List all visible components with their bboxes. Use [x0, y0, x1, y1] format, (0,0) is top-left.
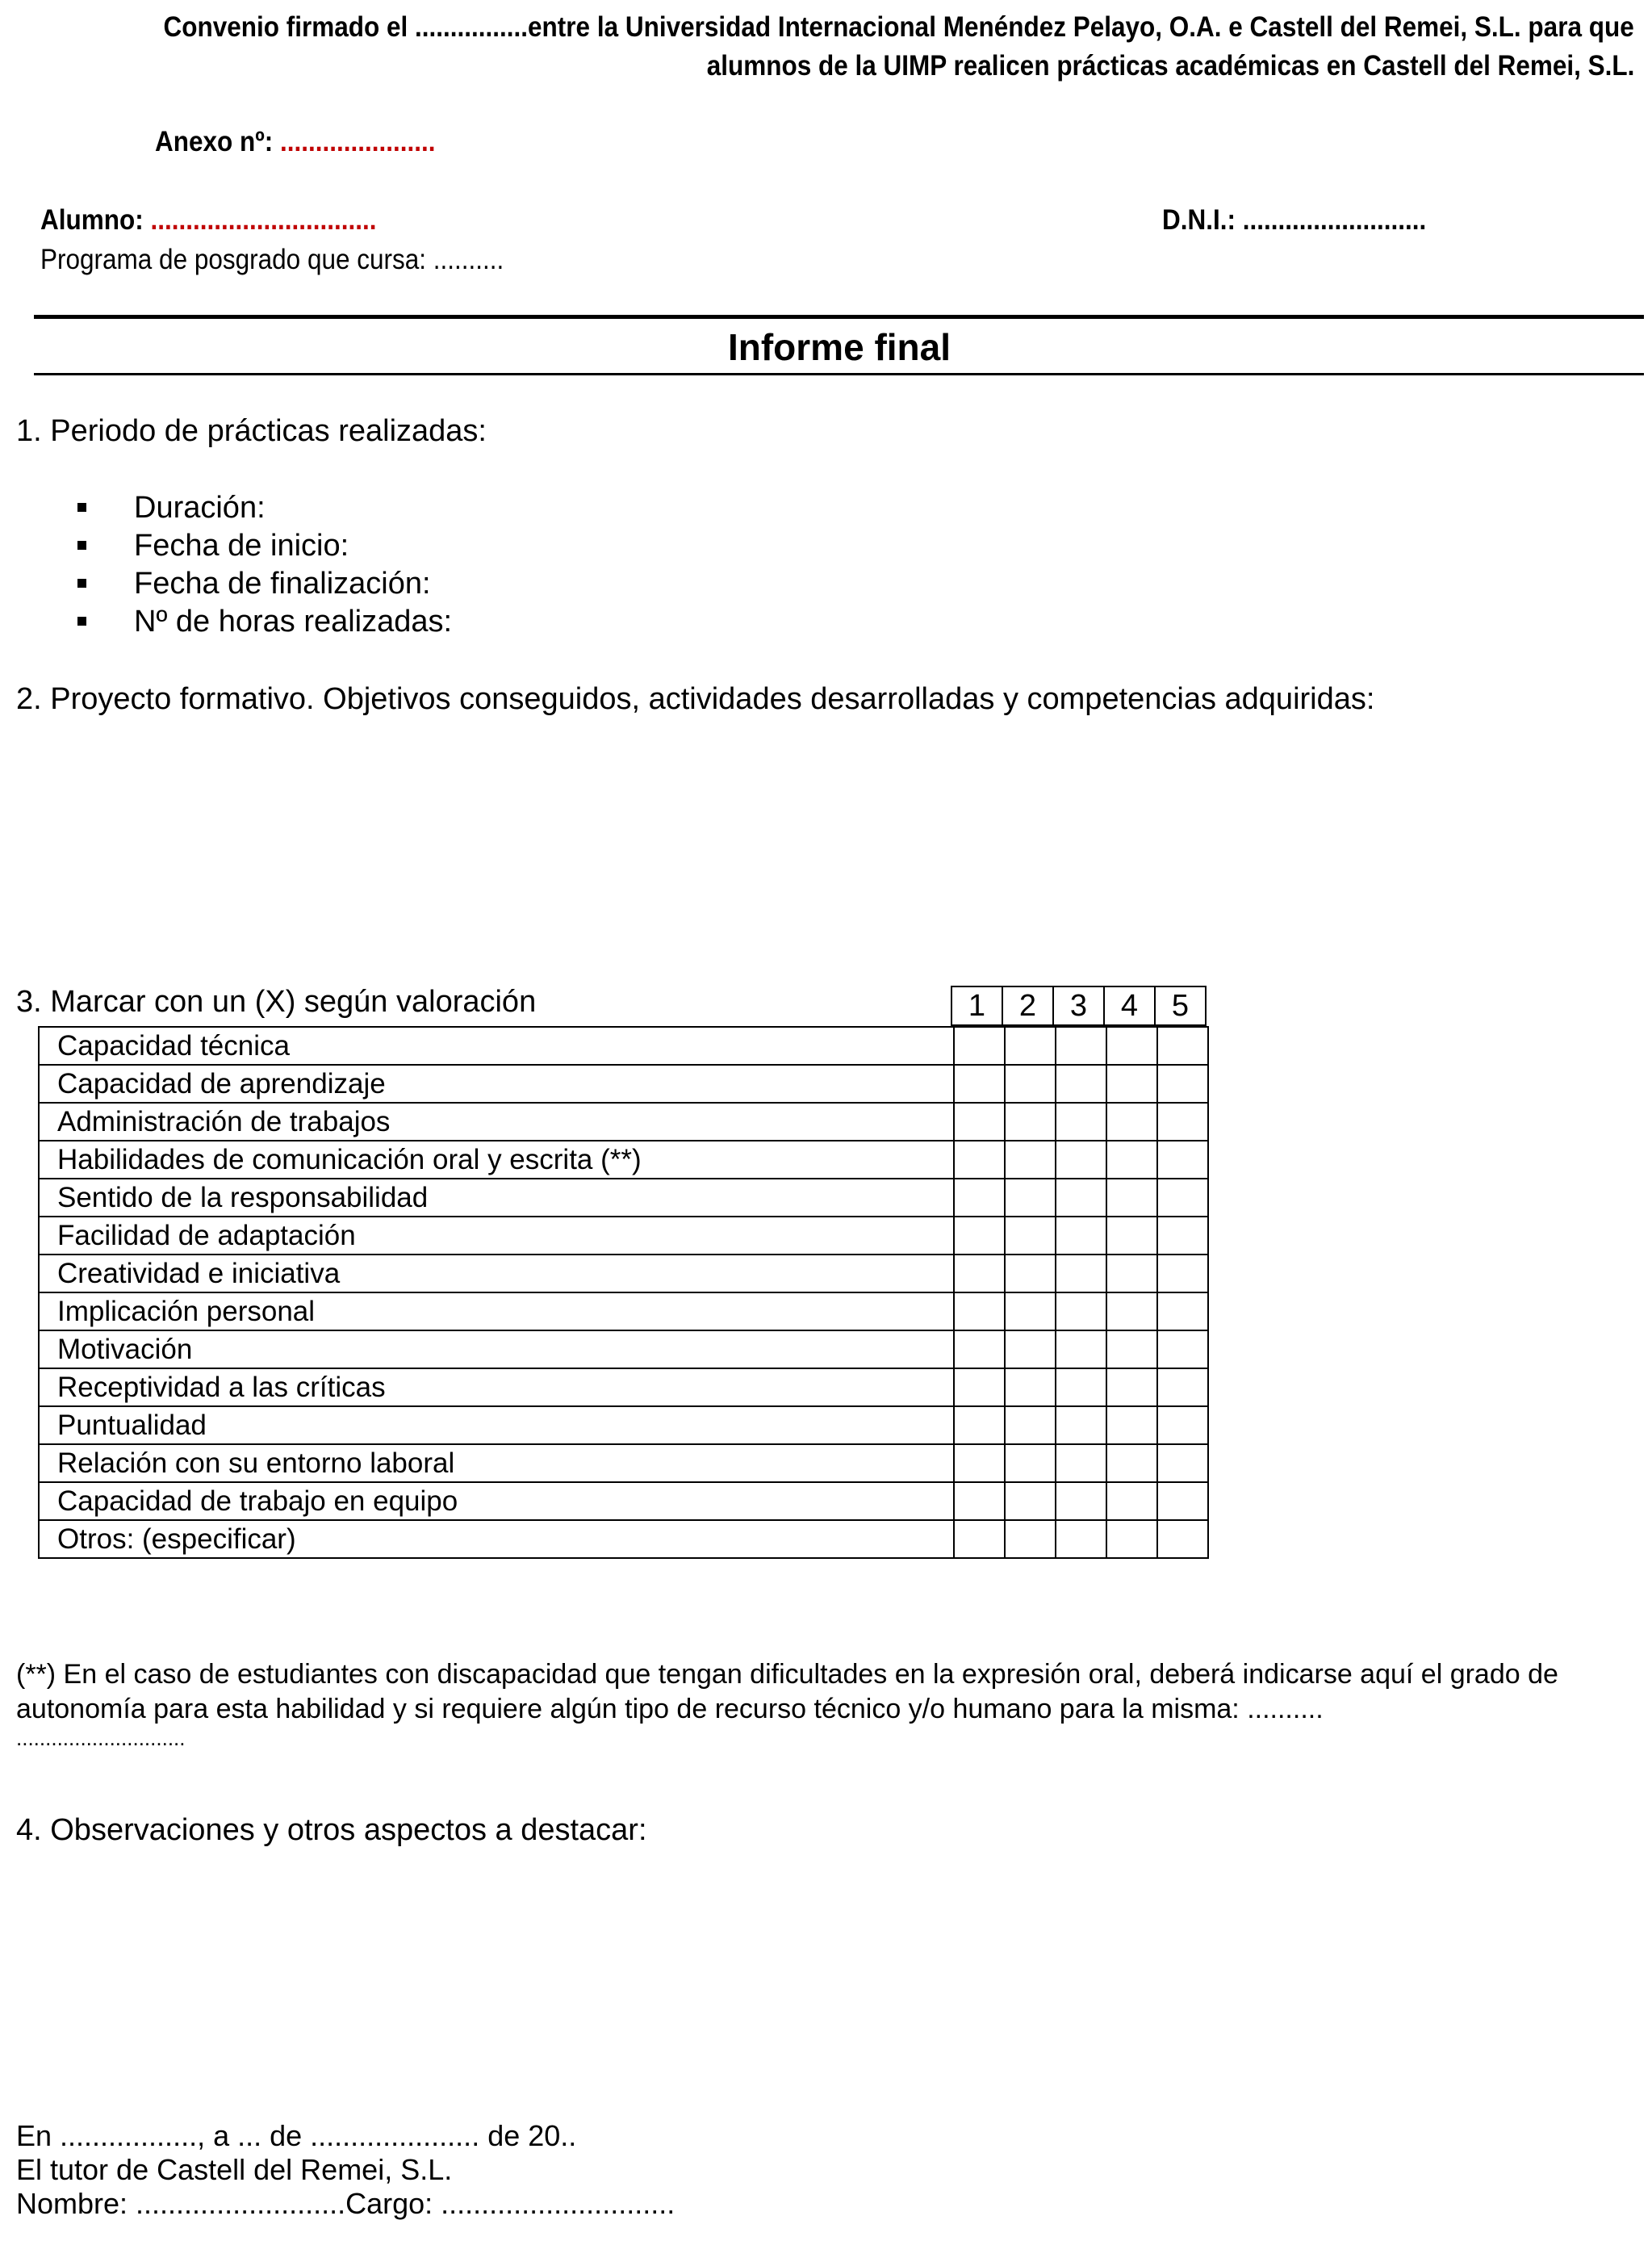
rating-cell-3[interactable]	[1056, 1482, 1106, 1520]
rating-cell-4[interactable]	[1106, 1065, 1157, 1103]
rating-cell-1[interactable]	[954, 1065, 1005, 1103]
rating-cell-4[interactable]	[1106, 1217, 1157, 1255]
annex-label: Anexo nº:	[155, 126, 274, 157]
rating-cell-3[interactable]	[1056, 1065, 1106, 1103]
rating-cell-2[interactable]	[1005, 1027, 1056, 1065]
scale-label: 4	[1104, 986, 1155, 1025]
rating-cell-1[interactable]	[954, 1027, 1005, 1065]
student-value: ................................	[150, 204, 377, 236]
rating-cell-4[interactable]	[1106, 1330, 1157, 1368]
agreement-header-line-2: alumnos de la UIMP realicen prácticas académicas en Castell del Remei, S.L.	[706, 50, 1634, 82]
rating-cell-5[interactable]	[1157, 1444, 1208, 1482]
rating-cell-5[interactable]	[1157, 1406, 1208, 1444]
dni-label: D.N.I.:	[1162, 204, 1236, 236]
disability-note	[16, 1657, 1638, 1749]
rating-cell-2[interactable]	[1005, 1103, 1056, 1141]
rating-cell-3[interactable]	[1056, 1179, 1106, 1217]
rating-cell-5[interactable]	[1157, 1141, 1208, 1179]
dni-value: ..........................	[1242, 204, 1427, 236]
rating-cell-3[interactable]	[1056, 1217, 1106, 1255]
rating-cell-2[interactable]	[1005, 1065, 1056, 1103]
rating-cell-5[interactable]	[1157, 1482, 1208, 1520]
table-row	[39, 1520, 1208, 1558]
page-title: Informe final	[727, 326, 951, 368]
rating-cell-2[interactable]	[1005, 1255, 1056, 1292]
rating-cell-3[interactable]	[1056, 1330, 1106, 1368]
table-row	[39, 1406, 1208, 1444]
scale-label: 1	[951, 986, 1002, 1025]
rating-cell-3[interactable]	[1056, 1027, 1106, 1065]
criterion-label: Puntualidad	[39, 1406, 954, 1444]
rating-cell-3[interactable]	[1056, 1255, 1106, 1292]
criterion-label: Capacidad de aprendizaje	[39, 1065, 954, 1103]
rating-cell-4[interactable]	[1106, 1520, 1157, 1558]
rating-cell-1[interactable]	[954, 1520, 1005, 1558]
rating-cell-3[interactable]	[1056, 1141, 1106, 1179]
table-row	[39, 1368, 1208, 1406]
rating-cell-4[interactable]	[1106, 1179, 1157, 1217]
rating-cell-2[interactable]	[1005, 1141, 1056, 1179]
rating-cell-5[interactable]	[1157, 1179, 1208, 1217]
bullet-icon	[77, 503, 86, 512]
rating-cell-1[interactable]	[954, 1292, 1005, 1330]
criterion-label: Capacidad técnica	[39, 1027, 954, 1065]
rating-cell-4[interactable]	[1106, 1368, 1157, 1406]
criterion-label: Sentido de la responsabilidad	[39, 1179, 954, 1217]
rating-cell-2[interactable]	[1005, 1406, 1056, 1444]
scale-label: 2	[1002, 986, 1053, 1025]
rating-cell-5[interactable]	[1157, 1027, 1208, 1065]
rating-cell-1[interactable]	[954, 1482, 1005, 1520]
table-row	[39, 1292, 1208, 1330]
section-3-heading: 3. Marcar con un (X) según valoración	[16, 985, 537, 1019]
rating-cell-1[interactable]	[954, 1141, 1005, 1179]
bullet-icon	[77, 541, 86, 550]
rating-cell-5[interactable]	[1157, 1217, 1208, 1255]
rating-cell-4[interactable]	[1106, 1444, 1157, 1482]
rating-cell-4[interactable]	[1106, 1482, 1157, 1520]
rating-cell-2[interactable]	[1005, 1520, 1056, 1558]
rating-cell-5[interactable]	[1157, 1292, 1208, 1330]
criterion-label: Implicación personal	[39, 1292, 954, 1330]
criterion-label: Capacidad de trabajo en equipo	[39, 1482, 954, 1520]
rating-cell-1[interactable]	[954, 1330, 1005, 1368]
dni-field	[1162, 204, 1426, 237]
evaluation-table	[38, 1026, 1209, 1559]
rating-cell-5[interactable]	[1157, 1368, 1208, 1406]
bullet-icon	[77, 617, 86, 626]
rating-cell-3[interactable]	[1056, 1368, 1106, 1406]
criterion-label: Facilidad de adaptación	[39, 1217, 954, 1255]
note-text: (**) En el caso de estudiantes con discapacidad que tengan dificultades en la expresión oral, deberá indicarse aquí el grado de autonomía para esta habilidad y si requiere algún tipo de recurso técnico y/o humano para la misma: ..........	[16, 1659, 1558, 1724]
rating-cell-4[interactable]	[1106, 1027, 1157, 1065]
rating-cell-3[interactable]	[1056, 1444, 1106, 1482]
criterion-label: Creatividad e iniciativa	[39, 1255, 954, 1292]
rating-cell-1[interactable]	[954, 1444, 1005, 1482]
rating-cell-1[interactable]	[954, 1406, 1005, 1444]
table-row	[39, 1103, 1208, 1141]
rating-cell-4[interactable]	[1106, 1292, 1157, 1330]
list-item: Nº de horas realizadas:	[77, 603, 452, 641]
rating-cell-2[interactable]	[1005, 1482, 1056, 1520]
rating-cell-5[interactable]	[1157, 1520, 1208, 1558]
rating-cell-2[interactable]	[1005, 1217, 1056, 1255]
list-item: Duración:	[77, 489, 452, 527]
table-row	[39, 1482, 1208, 1520]
criterion-label: Motivación	[39, 1330, 954, 1368]
list-item: Fecha de inicio:	[77, 527, 452, 565]
criterion-label: Receptividad a las críticas	[39, 1368, 954, 1406]
program-field: Programa de posgrado que cursa: ..........	[40, 244, 504, 275]
rating-cell-3[interactable]	[1056, 1292, 1106, 1330]
note-dots: .............................	[16, 1726, 186, 1750]
scale-label: 3	[1053, 986, 1104, 1025]
title-top-rule	[34, 315, 1644, 319]
tutor-line: El tutor de Castell del Remei, S.L.	[16, 2153, 453, 2186]
rating-cell-2[interactable]	[1005, 1444, 1056, 1482]
student-field	[40, 204, 377, 237]
rating-cell-1[interactable]	[954, 1217, 1005, 1255]
rating-cell-4[interactable]	[1106, 1255, 1157, 1292]
criterion-label: Habilidades de comunicación oral y escrita (**)	[39, 1141, 954, 1179]
rating-cell-5[interactable]	[1157, 1330, 1208, 1368]
bullet-icon	[77, 579, 86, 588]
list-item: Fecha de finalización:	[77, 565, 452, 603]
rating-cell-3[interactable]	[1056, 1103, 1106, 1141]
annex-value: ......................	[280, 126, 436, 157]
criterion-label: Relación con su entorno laboral	[39, 1444, 954, 1482]
rating-cell-1[interactable]	[954, 1103, 1005, 1141]
student-label: Alumno:	[40, 204, 144, 236]
rating-cell-3[interactable]	[1056, 1520, 1106, 1558]
rating-cell-2[interactable]	[1005, 1179, 1056, 1217]
table-row	[39, 1444, 1208, 1482]
place-date-line: En ................., a ... de ..................... de 20..	[16, 2119, 577, 2152]
criterion-label: Otros: (especificar)	[39, 1520, 954, 1558]
section-4-heading: 4. Observaciones y otros aspectos a destacar:	[16, 1813, 647, 1847]
table-row	[39, 1330, 1208, 1368]
practice-period-list	[77, 489, 452, 641]
section-2-heading: 2. Proyecto formativo. Objetivos conseguidos, actividades desarrolladas y competencias adquiridas:	[16, 682, 1375, 716]
signature-line: Nombre: ..........................Cargo: .............................	[16, 2187, 675, 2220]
criterion-label: Administración de trabajos	[39, 1103, 954, 1141]
section-1-heading: 1. Periodo de prácticas realizadas:	[16, 414, 487, 448]
table-row	[39, 1179, 1208, 1217]
rating-cell-4[interactable]	[1106, 1141, 1157, 1179]
rating-cell-2[interactable]	[1005, 1292, 1056, 1330]
rating-cell-4[interactable]	[1106, 1406, 1157, 1444]
rating-cell-5[interactable]	[1157, 1103, 1208, 1141]
table-row	[39, 1065, 1208, 1103]
annex-field	[155, 126, 436, 158]
table-row	[39, 1141, 1208, 1179]
rating-cell-1[interactable]	[954, 1179, 1005, 1217]
rating-cell-4[interactable]	[1106, 1103, 1157, 1141]
rating-cell-2[interactable]	[1005, 1368, 1056, 1406]
rating-cell-3[interactable]	[1056, 1406, 1106, 1444]
rating-cell-1[interactable]	[954, 1368, 1005, 1406]
rating-cell-5[interactable]	[1157, 1065, 1208, 1103]
table-row	[39, 1255, 1208, 1292]
rating-cell-1[interactable]	[954, 1255, 1005, 1292]
table-row	[39, 1027, 1208, 1065]
agreement-header-line-1: Convenio firmado el ................entre la Universidad Internacional Menéndez Pelayo, O.A. e Castell del Remei, S.L. para que	[163, 11, 1634, 43]
rating-cell-2[interactable]	[1005, 1330, 1056, 1368]
rating-cell-5[interactable]	[1157, 1255, 1208, 1292]
scale-label: 5	[1155, 986, 1206, 1025]
rating-scale-header	[951, 986, 1207, 1026]
table-row	[39, 1217, 1208, 1255]
title-bottom-rule	[34, 373, 1644, 375]
